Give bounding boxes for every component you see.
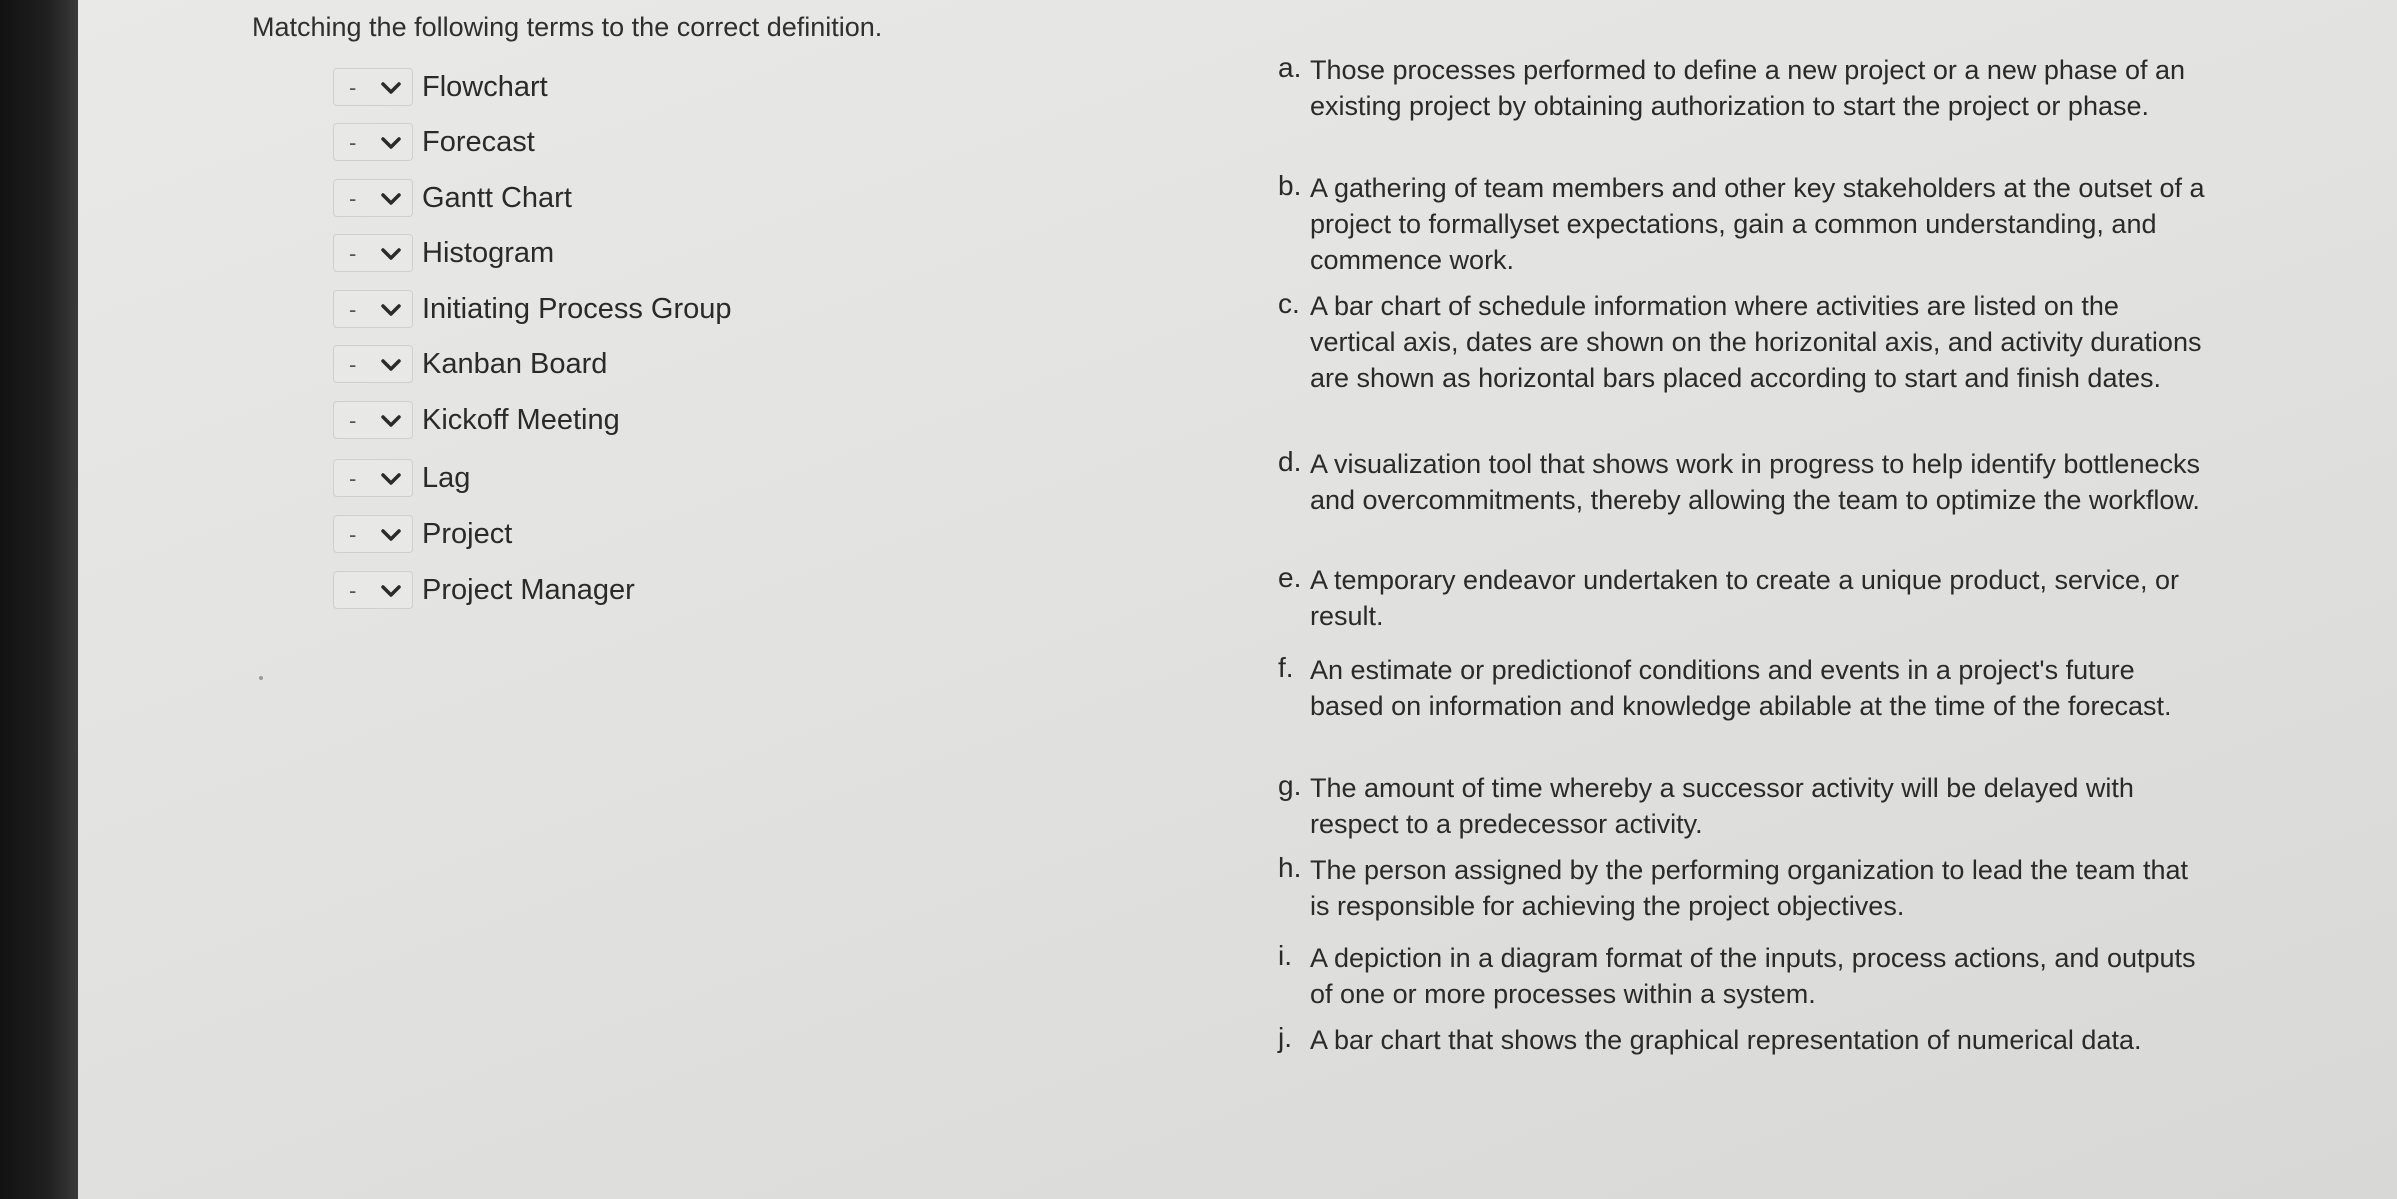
- term-row-flowchart: [333, 66, 548, 108]
- select-placeholder: -: [349, 522, 357, 547]
- chevron-down-icon: [380, 357, 402, 373]
- select-placeholder: -: [349, 466, 357, 491]
- definition-text: An estimate or predictionof conditions and events in a project's future based on information and knowledge abilable at the time of the forecast.: [1310, 655, 2172, 721]
- match-select-initiating-process-group[interactable]: [333, 290, 413, 328]
- select-placeholder: -: [349, 186, 357, 211]
- term-row-kickoff-meeting: [333, 399, 620, 441]
- match-select-gantt-chart[interactable]: [333, 179, 413, 217]
- match-select-histogram[interactable]: [333, 234, 413, 272]
- term-row-kanban-board: [333, 343, 607, 385]
- select-placeholder: -: [349, 352, 357, 377]
- chevron-down-icon: [380, 135, 402, 151]
- definition-text: A temporary endeavor undertaken to create a unique product, service, or result.: [1310, 565, 2180, 631]
- definition-letter: a.: [1278, 52, 1302, 83]
- question-prompt: Matching the following terms to the correct definition.: [252, 12, 883, 42]
- match-select-kanban-board[interactable]: [333, 345, 413, 383]
- definition-letter: j.: [1278, 1022, 1292, 1053]
- chevron-down-icon: [380, 583, 402, 599]
- chevron-down-icon: [380, 302, 402, 318]
- definition-text: A visualization tool that shows work in progress to help identify bottlenecks and overcommitments, thereby allowing the team to optimize the workflow.: [1310, 449, 2200, 515]
- term-row-project-manager: [333, 569, 635, 611]
- select-placeholder: -: [349, 75, 357, 100]
- chevron-down-icon: [380, 413, 402, 429]
- definition-text: A bar chart that shows the graphical representation of numerical data.: [1310, 1025, 2142, 1055]
- screen-bezel: [0, 0, 78, 1199]
- match-select-flowchart[interactable]: [333, 68, 413, 106]
- definition-letter: f.: [1278, 652, 1294, 683]
- quiz-screen: [78, 0, 2397, 1199]
- definition-letter: g.: [1278, 770, 1302, 801]
- definition-letter: e.: [1278, 562, 1302, 593]
- definition-letter: d.: [1278, 446, 1302, 477]
- term-label: Kickoff Meeting: [422, 403, 620, 436]
- select-placeholder: -: [349, 408, 357, 433]
- definition-text: Those processes performed to define a new project or a new phase of an existing project by obtaining authorization to start the project or phase.: [1310, 55, 2186, 121]
- definition-text: A depiction in a diagram format of the inputs, process actions, and outputs of one or more processes within a system.: [1310, 943, 2196, 1009]
- match-select-project-manager[interactable]: [333, 571, 413, 609]
- term-label: Forecast: [422, 125, 535, 158]
- chevron-down-icon: [380, 246, 402, 262]
- term-row-initiating-process-group: [333, 288, 731, 330]
- term-row-project: [333, 513, 512, 555]
- term-row-forecast: [333, 121, 535, 163]
- definition-letter: b.: [1278, 170, 1302, 201]
- select-placeholder: -: [349, 241, 357, 266]
- definition-letter: i.: [1278, 940, 1292, 971]
- match-select-project[interactable]: [333, 515, 413, 553]
- term-label: Gantt Chart: [422, 181, 572, 214]
- select-placeholder: -: [349, 578, 357, 603]
- stray-dot: [259, 676, 263, 680]
- term-row-lag: [333, 457, 470, 499]
- term-row-histogram: [333, 232, 554, 274]
- definition-text: A bar chart of schedule information where activities are listed on the vertical axis, dates are shown on the horizonital axis, and activity durations are shown as horizontal bars placed according to start and finish dates.: [1310, 291, 2202, 393]
- definition-letter: c.: [1278, 288, 1300, 319]
- select-placeholder: -: [349, 130, 357, 155]
- term-row-gantt-chart: [333, 177, 572, 219]
- select-placeholder: -: [349, 297, 357, 322]
- definition-text: The amount of time whereby a successor activity will be delayed with respect to a predecessor activity.: [1310, 773, 2134, 839]
- chevron-down-icon: [380, 471, 402, 487]
- term-label: Initiating Process Group: [422, 292, 732, 325]
- term-label: Project Manager: [422, 573, 635, 606]
- chevron-down-icon: [380, 191, 402, 207]
- definition-letter: h.: [1278, 852, 1302, 883]
- term-label: Kanban Board: [422, 347, 608, 380]
- term-label: Lag: [422, 461, 471, 494]
- match-select-forecast[interactable]: [333, 123, 413, 161]
- chevron-down-icon: [380, 80, 402, 96]
- match-select-kickoff-meeting[interactable]: [333, 401, 413, 439]
- match-select-lag[interactable]: [333, 459, 413, 497]
- definition-text: The person assigned by the performing organization to lead the team that is responsible for achieving the project objectives.: [1310, 855, 2189, 921]
- term-label: Project: [422, 517, 513, 550]
- chevron-down-icon: [380, 527, 402, 543]
- term-label: Flowchart: [422, 70, 548, 103]
- term-label: Histogram: [422, 236, 555, 269]
- definition-text: A gathering of team members and other key stakeholders at the outset of a project to formallyset expectations, gain a common understanding, and commence work.: [1310, 173, 2205, 275]
